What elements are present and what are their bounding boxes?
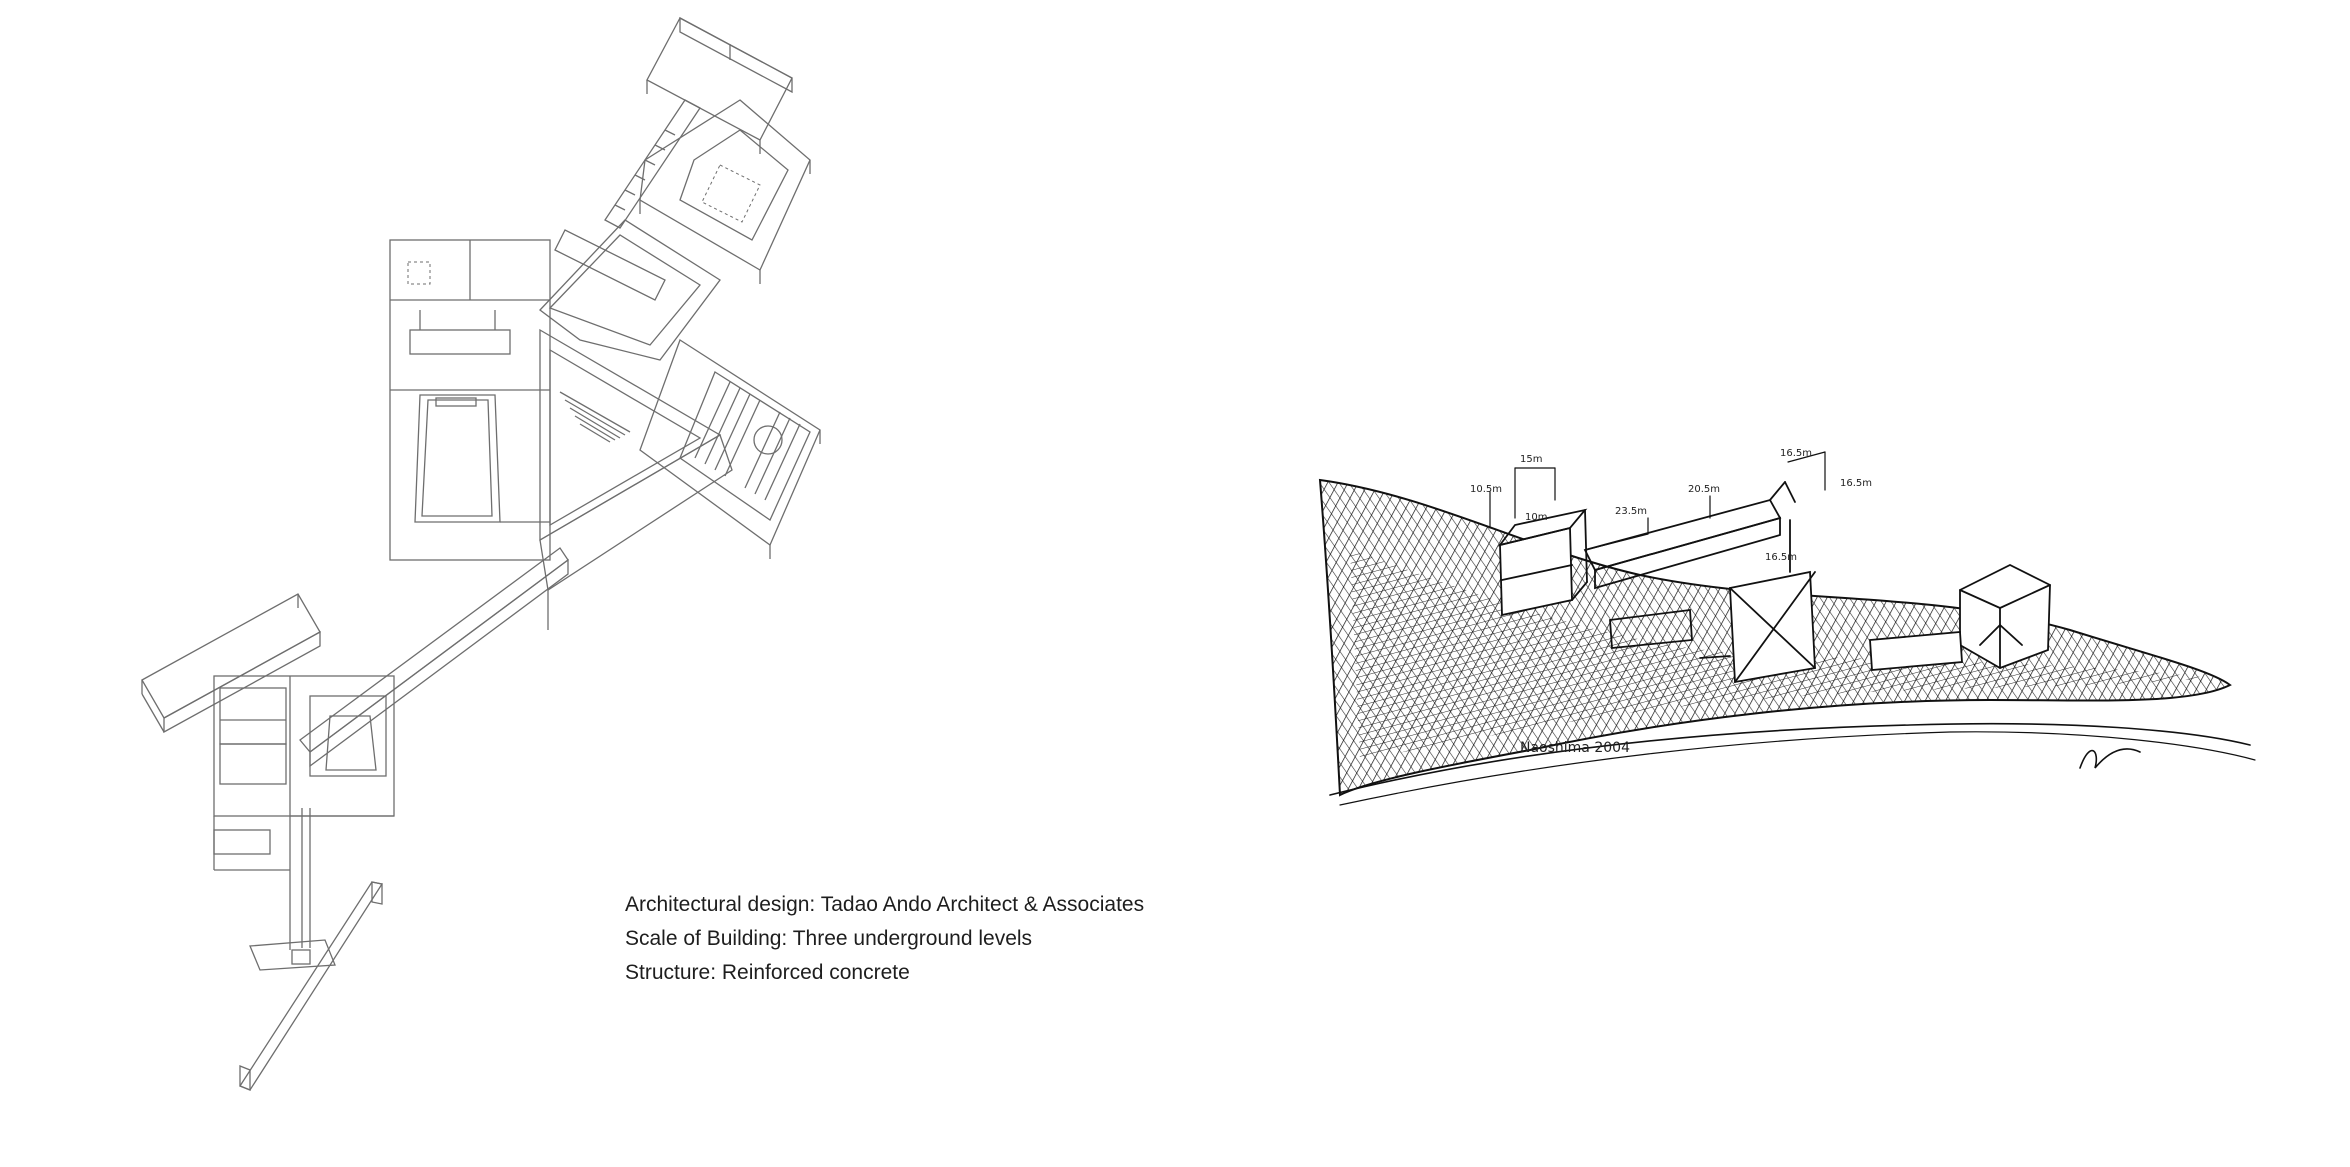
dim-label-5: 16.5m — [1780, 448, 1813, 459]
stair-corridor — [605, 100, 700, 228]
triangle-block — [540, 220, 720, 360]
concept-sketch — [1310, 400, 2260, 820]
bottom-shaft — [250, 808, 335, 970]
rectangular-wing — [390, 240, 550, 560]
lower-gallery-box — [142, 594, 320, 732]
triangle-court — [540, 330, 732, 630]
ramp-gallery — [640, 340, 820, 559]
dim-label-8: 10m — [1525, 512, 1548, 523]
dim-label-2: 15m — [1520, 454, 1543, 465]
gallery-box-top — [647, 18, 792, 154]
dim-label-3: 23.5m — [1615, 506, 1648, 517]
signature — [2080, 749, 2140, 768]
sketch-caption: Naoshima 2004 — [1520, 740, 1630, 756]
diagonal-corridor — [300, 548, 568, 766]
structure-line: Structure: Reinforced concrete — [625, 961, 910, 984]
courtyard-box — [640, 100, 810, 284]
blade-wall — [240, 882, 382, 1090]
scale-line: Scale of Building: Three underground levels — [625, 927, 1033, 950]
dim-label-1: 10.5m — [1470, 484, 1503, 495]
architect-line: Architectural design: Tadao Ando Architect & Associates — [625, 893, 1145, 916]
project-info — [625, 888, 1144, 990]
lower-rooms — [214, 676, 394, 870]
dim-label-4: 20.5m — [1688, 484, 1721, 495]
dim-label-6: 16.5m — [1840, 478, 1873, 489]
dim-label-7: 16.5m — [1765, 552, 1798, 563]
